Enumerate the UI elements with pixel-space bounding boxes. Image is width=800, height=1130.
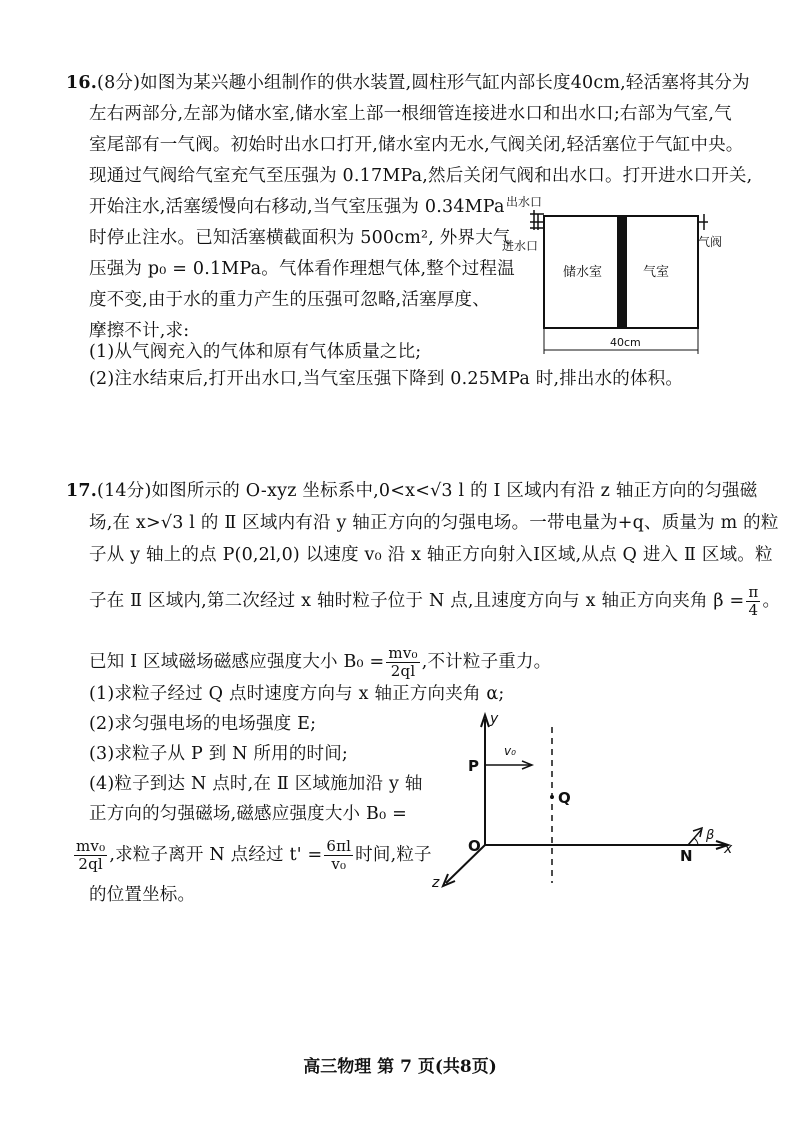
x-axis-label: x	[724, 841, 733, 857]
z-axis-label: z	[432, 875, 440, 890]
q16-subq-2: (2)注水结束后,打开出水口,当气室压强下降到 0.25MPa 时,排出水的体积。	[89, 369, 684, 389]
frac-b0-again: $\frac{\text{mv₀}}{2ql}$	[76, 837, 106, 873]
outlet-label: 出水口	[506, 195, 543, 209]
q16-line-8: 度不变,由于水的重力产生的压强可忽略,活塞厚度、	[89, 290, 490, 310]
coordinate-diagram	[430, 705, 740, 890]
cylinder-diagram	[500, 188, 740, 368]
q17-number: 17.	[66, 481, 98, 501]
origin-label: O	[468, 837, 481, 855]
q17-line-4: 子在 Ⅱ 区域内,第二次经过 x 轴时粒子位于 N 点,且速度方向与 x 轴正方向夹角 β = $\frac{\pi}{4}$ 。	[89, 583, 781, 619]
point-n-label: N	[680, 847, 693, 865]
angle-beta-label: β	[706, 828, 715, 843]
page-footer: 高三物理 第 7 页(共8页)	[303, 1057, 497, 1077]
q17-subq-4-line-2: 正方向的匀强磁场,磁感应强度大小 B₀ =	[89, 804, 407, 824]
valve-label: 气阀	[698, 235, 723, 249]
length-label: 40cm	[610, 336, 641, 349]
q16-line-4: 现通过气阀给气室充气至压强为 0.17MPa,然后关闭气阀和出水口。打开进水口开关,	[89, 166, 753, 186]
point-q-label: Q	[558, 789, 571, 807]
velocity-label: v₀	[504, 744, 516, 758]
q17-line-2: 场,在 x>√3 l 的 Ⅱ 区域内有沿 y 轴正方向的匀强电场。一带电量为+q、质量为 m 的粒	[89, 513, 779, 533]
inlet-label: 进水口	[502, 239, 539, 253]
frac-b0: $\frac{\text{mv₀}}{2ql}$	[388, 644, 418, 680]
q16-line-6: 时停止注水。已知活塞横截面积为 500cm², 外界大气	[89, 228, 511, 248]
q16-line-5: 开始注水,活塞缓慢向右移动,当气室压强为 0.34MPa	[89, 197, 505, 217]
q16-line-2: 左右两部分,左部为储水室,储水室上部一根细管连接进水口和出水口;右部为气室,气	[89, 104, 732, 124]
q17-subq-4-line-4: 的位置坐标。	[89, 885, 196, 905]
q16-line-3: 室尾部有一气阀。初始时出水口打开,储水室内无水,气阀关闭,轻活塞位于气缸中央。	[89, 135, 744, 155]
frac-pi-over-4: $\frac{\pi}{4}$	[748, 583, 759, 619]
q17-subq-4-line-3: $\frac{\text{mv₀}}{2ql}$ ,求粒子离开 N 点经过 t' = $\frac{6\pi l}{\text{v₀}}$ 时间,粒子	[76, 837, 432, 873]
y-axis-label: y	[490, 711, 499, 727]
water-chamber-label: 储水室	[563, 265, 603, 280]
q17-subq-4: (4)粒子到达 N 点时,在 Ⅱ 区域施加沿 y 轴	[89, 774, 423, 794]
q16-line-9: 摩擦不计,求:	[89, 321, 190, 341]
q17-line-1: 17.(14分)如图所示的 O-xyz 坐标系中,0<x<√3 l 的 Ⅰ 区域内有沿 z 轴正方向的匀强磁	[66, 481, 758, 501]
q17-line-3: 子从 y 轴上的点 P(0,2l,0) 以速度 v₀ 沿 x 轴正方向射入Ⅰ区域,从点 Q 进入 Ⅱ 区域。粒	[89, 545, 773, 565]
frac-t-prime: $\frac{6\pi l}{\text{v₀}}$	[326, 837, 352, 873]
q17-subq-1: (1)求粒子经过 Q 点时速度方向与 x 轴正方向夹角 α;	[89, 684, 505, 704]
q17-line-5: 已知 Ⅰ 区域磁场磁感应强度大小 B₀ = $\frac{\text{mv₀}}{2ql}$ ,不计粒子重力。	[89, 644, 552, 680]
q17-subq-3: (3)求粒子从 P 到 N 所用的时间;	[89, 744, 349, 764]
air-chamber-label: 气室	[643, 265, 670, 280]
point-p-label: P	[468, 757, 479, 775]
q16-subq-1: (1)从气阀充入的气体和原有气体质量之比;	[89, 342, 422, 362]
q17-subq-2: (2)求匀强电场的电场强度 E;	[89, 714, 317, 734]
piston	[617, 216, 627, 328]
q16-line-1: 16.(8分)如图为某兴趣小组制作的供水装置,圆柱形气缸内部长度40cm,轻活塞将其分为	[66, 73, 750, 93]
q16-line-7: 压强为 p₀ = 0.1MPa。气体看作理想气体,整个过程温	[89, 259, 515, 279]
q16-number: 16.	[66, 73, 98, 93]
